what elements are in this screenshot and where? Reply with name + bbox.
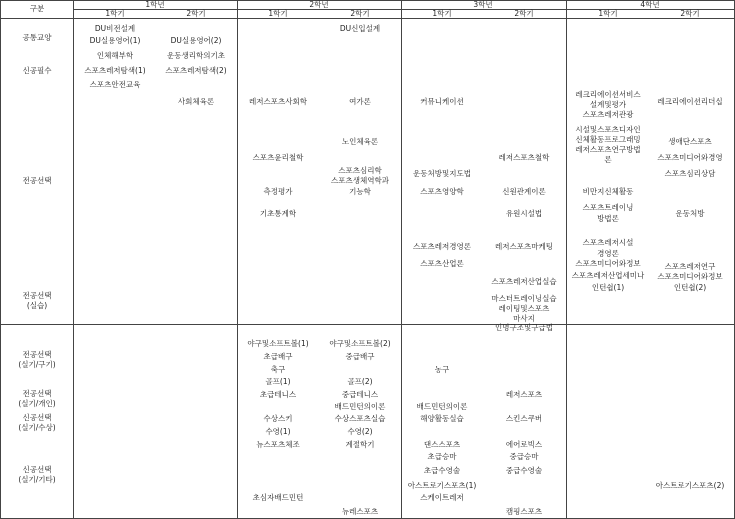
course-cell: 스포츠레저탐색(2) (165, 66, 227, 75)
header-corner: 구분 (29, 4, 45, 13)
row-label: 전공선택 (실습) (22, 291, 52, 310)
course-cell: 수상스포츠실습 (334, 414, 386, 423)
course-cell: 에어로빅스 (505, 440, 543, 449)
course-cell: 설계및평가 (589, 100, 627, 109)
row-label: 신공선택 (실기/기타) (18, 465, 56, 484)
course-cell: 스포츠레저경영론 (413, 242, 471, 251)
course-cell: 신원관계이론 (502, 187, 546, 196)
course-cell: 스포츠안전교육 (89, 80, 141, 89)
course-cell: 야구및소프트볼(1) (247, 339, 309, 348)
course-cell: 마사지 (513, 314, 535, 323)
grade-2-header: 2학년 (309, 0, 329, 9)
row-label: 신공필수 (22, 66, 52, 75)
course-cell: 방법론 (597, 214, 619, 223)
course-cell: 뉴레스포츠 (341, 507, 379, 516)
course-cell: 스포츠레저연구 (664, 262, 716, 271)
course-cell: 레저스포츠마케팅 (495, 242, 553, 251)
course-cell: DU비전설계 (94, 24, 136, 33)
course-cell: 스포츠레저탐색(1) (84, 66, 146, 75)
course-cell: 인턴쉽(2) (673, 283, 707, 292)
course-cell: DU실용영어(2) (170, 36, 222, 45)
course-cell: 초급수영술 (423, 466, 461, 475)
course-cell: 초심자배드민턴 (252, 493, 304, 502)
course-cell: 스킨스쿠버 (505, 414, 543, 423)
course-cell: 중급승마 (509, 452, 539, 461)
course-cell: 중급테니스 (341, 390, 379, 399)
course-cell: 골프(2) (347, 377, 373, 386)
semester-header: 1학기 (598, 9, 618, 18)
course-cell: 레저스포츠 (505, 390, 543, 399)
course-cell: 초급승마 (427, 452, 457, 461)
course-cell: 스포츠심리학 (338, 166, 382, 175)
semester-header: 2학기 (186, 9, 206, 18)
course-cell: 생애단스포츠 (668, 137, 712, 146)
course-cell: 운동처방 (675, 209, 705, 218)
table-top-border (0, 0, 735, 1)
course-cell: 수영(1) (265, 427, 291, 436)
grade-3-header: 3학년 (473, 0, 493, 9)
course-cell: 유원시설법 (505, 209, 543, 218)
course-cell: 스포츠심리상담 (664, 169, 716, 178)
course-cell: 야구및소프트볼(2) (329, 339, 391, 348)
grade2-right-divider (401, 0, 402, 519)
row-label: 공통교양 (22, 33, 52, 42)
course-cell: 축구 (270, 365, 286, 374)
header-bottom-border (0, 18, 735, 19)
semester-header: 2학기 (680, 9, 700, 18)
course-cell: 배드민턴의이론 (416, 402, 468, 411)
course-cell: 레저스포츠연구방법 (575, 145, 641, 154)
course-cell: 농구 (434, 365, 450, 374)
course-cell: 기초통계학 (259, 209, 297, 218)
course-cell: 댄스스포츠 (423, 440, 461, 449)
course-cell: 스포츠미디어와경영 (657, 153, 723, 162)
grade3-right-divider (566, 0, 567, 519)
row-label: 전공선택 (22, 176, 52, 185)
course-cell: 스포츠생체역학과 (331, 176, 389, 185)
course-cell: 스포츠트레이닝 (582, 203, 634, 212)
grade1-right-divider (237, 0, 238, 519)
course-cell: 비만지신체활동 (582, 187, 634, 196)
course-cell: 캠핑스포츠 (505, 507, 543, 516)
course-cell: 레크리에이션리더십 (657, 97, 723, 106)
course-cell: 아스트로기스포츠(2) (655, 481, 725, 490)
course-cell: 스포츠레저산업실습 (491, 277, 557, 286)
course-cell: 배드민턴의이론 (334, 402, 386, 411)
course-cell: 뉴스포츠체조 (256, 440, 300, 449)
header-grade-divider (73, 9, 735, 10)
row-label: 전공선택 (실기/개인) (18, 389, 56, 408)
course-cell: 인턴쉽(1) (591, 283, 625, 292)
course-cell: 스포츠미디어와정보 (575, 259, 641, 268)
course-cell: 사회체육론 (177, 97, 215, 106)
semester-header: 1학기 (432, 9, 452, 18)
course-cell: 인명구조및구급법 (495, 323, 553, 332)
course-cell: 노인체육론 (341, 137, 379, 146)
course-cell: 스포츠레저관광 (582, 110, 634, 119)
course-cell: 경영론 (597, 249, 619, 258)
course-cell: 스포츠미디어와정보 (657, 272, 723, 281)
course-cell: 아스트로기스포츠(1) (407, 481, 477, 490)
table-left-border (0, 0, 1, 519)
course-cell: 론 (604, 155, 612, 164)
grade-4-header: 4학년 (640, 0, 660, 9)
semester-header: 2학기 (350, 9, 370, 18)
course-cell: 골프(1) (265, 377, 291, 386)
course-cell: 스케이트레저 (420, 493, 464, 502)
course-cell: 스포츠레저시설 (582, 238, 634, 247)
course-cell: 레크리에이션서비스 (575, 90, 641, 99)
course-cell: 초급배구 (263, 352, 293, 361)
semester-header: 2학기 (514, 9, 534, 18)
course-cell: 스포츠윤리철학 (252, 153, 304, 162)
course-cell: 수영(2) (347, 427, 373, 436)
row-label: 전공선택 (실기/구기) (18, 350, 56, 369)
course-cell: 측정평가 (263, 187, 293, 196)
course-cell: DU신입설계 (339, 24, 381, 33)
course-cell: 초급테니스 (259, 390, 297, 399)
course-cell: 운동처방및지도법 (413, 169, 471, 178)
course-cell: 인체해부학 (96, 51, 134, 60)
course-cell: 마스터트레이닝실습 (491, 294, 557, 303)
course-cell: 스포츠영양학 (420, 187, 464, 196)
course-cell: 시설및스포츠디자인 (575, 125, 641, 134)
course-cell: 여가론 (349, 97, 371, 106)
section-divider (0, 324, 735, 325)
semester-header: 1학기 (268, 9, 288, 18)
course-cell: 중급수영술 (505, 466, 543, 475)
course-cell: 해양활동실습 (420, 414, 464, 423)
course-cell: 레이팅및스포츠 (498, 304, 550, 313)
course-cell: 스포츠레저산업세미나 (571, 271, 645, 280)
course-cell: 운동생리학의기초 (167, 51, 225, 60)
course-cell: 레저스포츠사회학 (249, 97, 307, 106)
grade-1-header: 1학년 (145, 0, 165, 9)
course-cell: DU실용영어(1) (89, 36, 141, 45)
row-label: 신공선택 (실기/수상) (18, 413, 56, 432)
course-cell: 기능학 (349, 187, 371, 196)
semester-header: 1학기 (105, 9, 125, 18)
course-cell: 스포츠산업론 (420, 259, 464, 268)
course-cell: 중급배구 (345, 352, 375, 361)
course-cell: 커뮤니케이션 (420, 97, 464, 106)
course-cell: 수상스키 (263, 414, 293, 423)
course-cell: 계절학기 (345, 440, 375, 449)
course-cell: 레저스포츠철학 (498, 153, 550, 162)
course-cell: 신체활동프로그래밍 (575, 135, 641, 144)
label-column-divider (73, 0, 74, 519)
